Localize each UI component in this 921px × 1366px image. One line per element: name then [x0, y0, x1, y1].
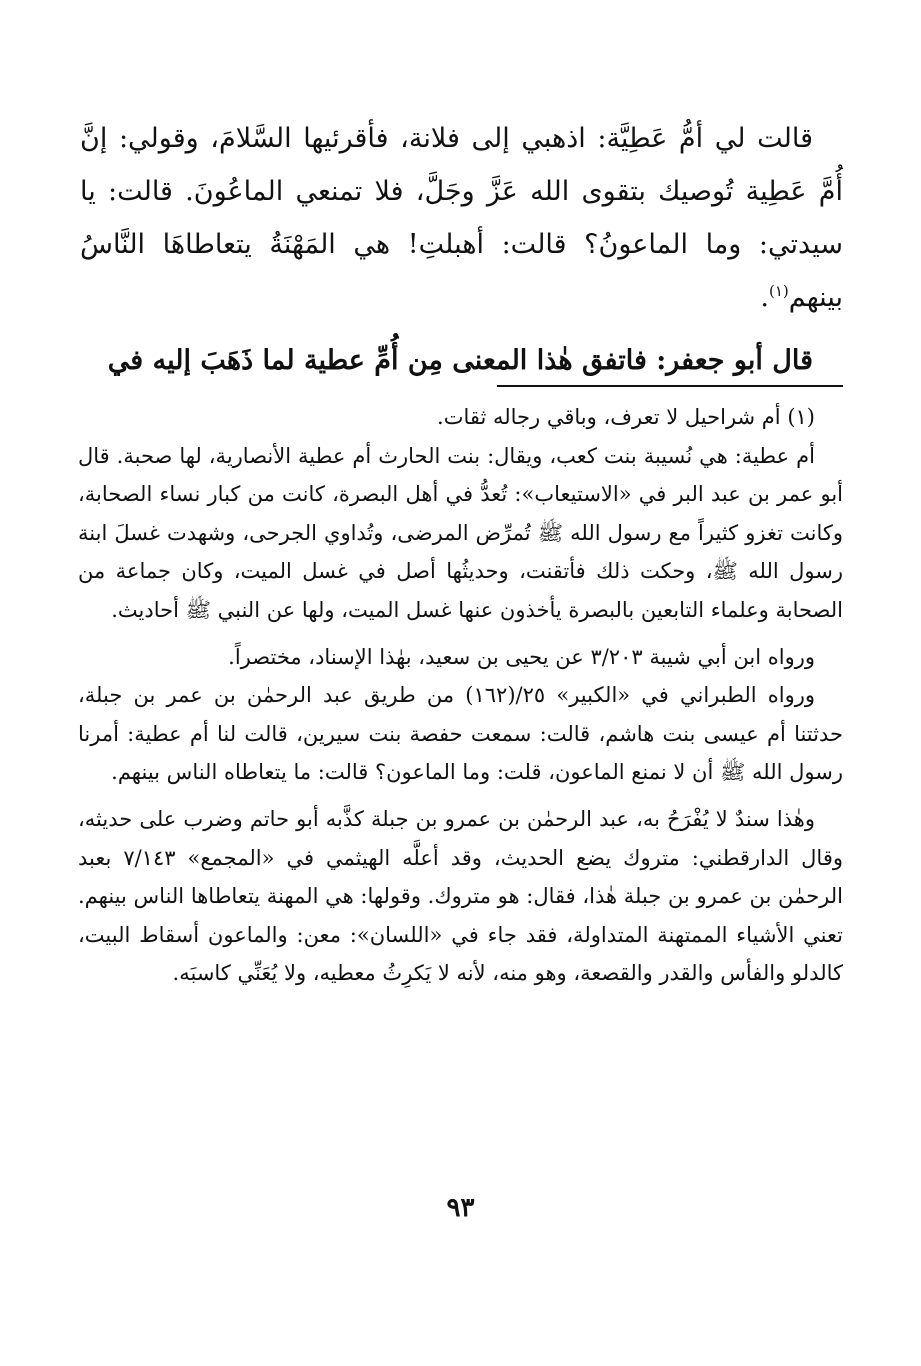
footnote-note-sanad: وهٰذا سندٌ لا يُفْرَحُ به، عبد الرحمٰن بن عمرو بن جبلة كذَّبه أبو حاتم وضرب على حديثه، وقال الدارقطني: متروك يضع الحديث، وقد أعلَّه الهيثمي في «المجمع» ٧/١٤٣ بعبد الرحمٰن بن عمرو بن جبلة هٰذا، فقال: هو متروك. وقولها: هي المهنة يتعاطاها الناس بينهم. تعني الأشياء الممتهنة المتداولة، فقد جاء في «اللسان»: معن: والماعون أسقاط البيت، كالدلو والفأس والقدر والقصعة، وهو منه، لأنه لا يَكرِثُ معطيه، ولا يُعَنِّي كاسبَه. — [78, 806, 844, 986]
footnote-1: (١) أم شراحيل لا تعرف، وباقي رجاله ثقات. — [437, 405, 815, 429]
footnote-note-umm-atiyya: أم عطية: هي نُسيبة بنت كعب، ويقال: بنت الحارث أم عطية الأنصارية، لها صحبة. قال أبو عمر بن عبد البر في «الاستيعاب»: تُعدُّ في أهل البصرة، كانت من كبار نساء الصحابة، وكانت تغزو كثيراً مع رسول الله ﷺ تُمرِّض المرضى، وتُداوي الجرحى، وشهدت غسلَ ابنة رسول الله ﷺ، وحكت ذلك فأتقنت، وحديثُها أصل في غسل الميت، وكان جماعة من الصحابة وعلماء التابعين بالبصرة يأخذون عنها غسل الميت، ولها عن النبي ﷺ أحاديث. — [78, 443, 843, 622]
main-paragraph-1 — [80, 112, 843, 324]
footnote-note-ibn-abi-shayba: ورواه ابن أبي شيبة ٣/٢٠٣ عن يحيى بن سعيد، بهٰذا الإسناد، مختصراً. — [228, 644, 815, 669]
footnote-separator — [497, 385, 843, 387]
page-number: ٩٣ — [446, 1193, 475, 1223]
main-paragraph-1-end: . — [760, 282, 769, 313]
main-paragraph-1-text: قالت لي أمُّ عَطِيَّة: اذهبي إلى فلانة، فأقرئيها السَّلامَ، وقولي: إنَّ أُمَّ عَطِية تُوصيك بتقوى الله عَزَّ وجَلَّ، فلا تمنعي الماعُونَ. قالت: يا سيدتي: وما الماعونُ؟ قالت: أهبلتِ! هي المَهْنَةُ يتعاطاهَا النَّاسُ بينهم — [80, 123, 843, 313]
footnotes — [78, 398, 843, 993]
main-paragraph-2: قال أبو جعفر: فاتفق هٰذا المعنى مِن أُمِّ عطية لما ذَهَبَ إليه في — [107, 345, 813, 376]
footnote-reference: (١) — [768, 282, 789, 300]
main-text — [80, 112, 843, 387]
footnote-note-tabarani: ورواه الطبراني في «الكبير» ٢٥/(١٦٢) من طريق عبد الرحمٰن بن عمر بن جبلة، حدثتنا أم عيسى بنت هاشم، قالت: سمعت حفصة بنت سيرين، قالت لنا أم عطية: أمرنا رسول الله ﷺ أن لا نمنع الماعون، قلت: وما الماعون؟ قالت: ما يتعاطاه الناس بينهم. — [78, 683, 843, 785]
